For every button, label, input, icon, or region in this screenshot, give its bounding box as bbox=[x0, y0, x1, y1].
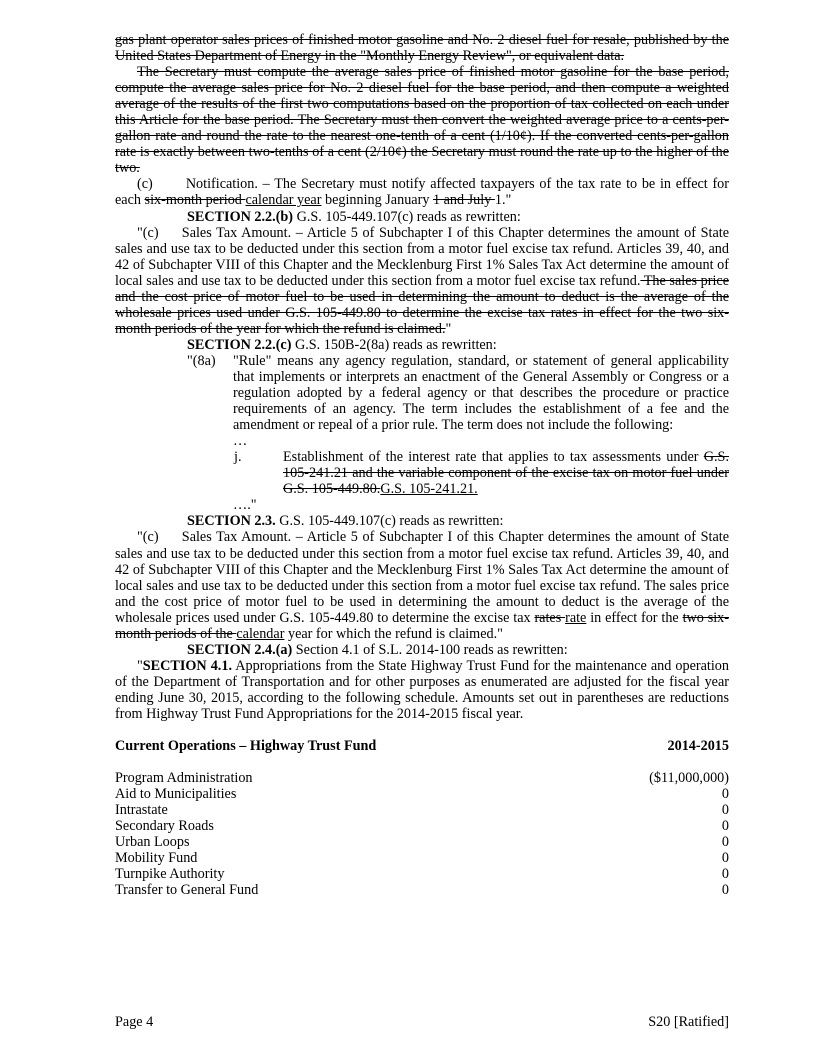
table-row bbox=[115, 882, 729, 898]
section-heading-2-3: SECTION 2.3. G.S. 105-449.107(c) reads as rewritten: bbox=[187, 513, 504, 530]
row-value: 0 bbox=[721, 818, 729, 835]
table-row bbox=[115, 818, 729, 834]
paragraph-notification: (c) Notification. – The Secretary must notify affected taxpayers of the tax rate to be in effect for each six-month period calendar year beginning January 1 and July 1." bbox=[115, 176, 729, 209]
definition-number: "(8a) bbox=[187, 352, 216, 369]
struck-text: gas plant operator sales prices of finished motor gasoline and No. 2 diesel fuel for resale, published by the United States Department of Energy in the "Monthly Energy Review", or equivalent data. bbox=[115, 32, 729, 65]
section-label: SECTION 2.2.(c) bbox=[187, 336, 292, 353]
paragraph-gas-plant-prices bbox=[115, 32, 729, 64]
definition-item-j: j. Establishment of the interest rate that applies to tax assessments under G.S. 105-241.21 and the variable component of the excise tax on motor fuel under G.S. 105-449.80.G.S. 105-241.21. bbox=[234, 449, 729, 498]
struck-text: rates bbox=[534, 609, 566, 626]
row-label: Mobility Fund bbox=[115, 850, 198, 867]
page-number: Page 4 bbox=[115, 1014, 154, 1030]
table-row bbox=[115, 834, 729, 850]
appropriations-table bbox=[115, 770, 729, 898]
inserted-text: calendar bbox=[236, 625, 285, 642]
struck-text: The sales price and the cost price of motor fuel to be used in determining the amount to deduct is the average of the wholesale prices used under G.S. 105-449.80 to determine the excise tax rates in effect for the two six-month periods of the year for which the refund is claimed. bbox=[115, 272, 729, 337]
definition-rule: "(8a) "Rule" means any agency regulation, standard, or statement of general applicability that implements or interprets an enactment of the General Assembly or Congress or a regulation adopted by a federal agency or that describes the procedure or practice requirements of an agency. The term includes the establishment of a fee and the amendment or repeal of a prior rule. The term does not include the following: bbox=[187, 352, 729, 434]
document-page bbox=[115, 32, 729, 898]
row-label: Transfer to General Fund bbox=[115, 882, 259, 899]
row-value: 0 bbox=[721, 866, 729, 883]
table-row bbox=[115, 802, 729, 818]
section-label: SECTION 4.1. bbox=[142, 657, 232, 674]
section-label: SECTION 2.4.(a) bbox=[187, 641, 293, 658]
table-row bbox=[115, 850, 729, 866]
row-value: 0 bbox=[721, 850, 729, 867]
bill-identifier: S20 [Ratified] bbox=[648, 1014, 729, 1030]
row-value: ($11,000,000) bbox=[649, 770, 729, 787]
section-heading-2-2-c: SECTION 2.2.(c) G.S. 150B-2(8a) reads as rewritten: bbox=[187, 336, 497, 353]
table-row bbox=[115, 770, 729, 786]
page-footer bbox=[115, 1014, 729, 1031]
table-heading: Current Operations – Highway Trust Fund bbox=[115, 738, 377, 755]
struck-text: The Secretary must compute the average sales price of finished motor gasoline for the base period, compute the average sales price for No. 2 diesel fuel for the base period, and then compute a weighted average of the results of the first two computations based on the proportion of tax collected on each under this Article for the base period. The Secretary must then convert the weighted average price to a cents-per-gallon rate and round the rate to the nearest one-tenth of a cent (1/10¢). If the converted cents-per-gallon rate is exactly between two-tenths of a cent (2/10¢) the Secretary must round the rate up to the higher of the two. bbox=[115, 64, 729, 177]
row-label: Turnpike Authority bbox=[115, 866, 225, 883]
row-value: 0 bbox=[721, 802, 729, 819]
table-header bbox=[115, 738, 729, 754]
row-value: 0 bbox=[721, 882, 729, 899]
row-label: Aid to Municipalities bbox=[115, 786, 237, 803]
row-label: Urban Loops bbox=[115, 834, 190, 851]
struck-text: six-month period bbox=[144, 192, 246, 209]
section-label: SECTION 2.2.(b) bbox=[187, 208, 294, 225]
row-value: 0 bbox=[721, 834, 729, 851]
table-row bbox=[115, 786, 729, 802]
inserted-text: G.S. 105-241.21. bbox=[380, 481, 478, 498]
closing-ellipsis: …." bbox=[233, 497, 257, 514]
struck-text: 1 and July bbox=[432, 192, 495, 209]
section-heading-2-2-b: SECTION 2.2.(b) G.S. 105-449.107(c) reads as rewritten: bbox=[187, 208, 521, 225]
ellipsis: … bbox=[233, 433, 248, 450]
inserted-text: rate bbox=[565, 609, 587, 626]
paragraph-sales-tax-amount-rewritten: "(c) Sales Tax Amount. – Article 5 of Subchapter I of this Chapter determines the amount of State sales and use tax to be deducted under this section from a motor fuel excise tax refund. Articles 39, 40, and 42 of Subchapter VIII of this Chapter and the Mecklenburg First 1% Sales Tax Act determine the amount of local sales and use tax to be deducted under this section from a motor fuel excise tax refund. The sales price and the cost price of motor fuel to be used in determining the amount to deduct is the average of the wholesale prices used under G.S. 105-449.80 to determine the excise tax rates rate in effect for the two six-month periods of the calendar year for which the refund is claimed." bbox=[115, 529, 729, 642]
row-label: Program Administration bbox=[115, 770, 253, 787]
table-year: 2014-2015 bbox=[667, 738, 729, 755]
row-value: 0 bbox=[721, 786, 729, 803]
paragraph-section-4-1: "SECTION 4.1. Appropriations from the State Highway Trust Fund for the maintenance and operation of the Department of Transportation and for other purposes as enumerated are adjusted for the fiscal year ending June 30, 2015, according to the following schedule. Amounts set out in parentheses are reductions from Highway Trust Fund Appropriations for the 2014-2015 fiscal year. bbox=[115, 657, 729, 722]
struck-text: two six-month periods of the bbox=[115, 609, 729, 642]
paragraph-sales-tax-amount: "(c) Sales Tax Amount. – Article 5 of Subchapter I of this Chapter determines the amount of State sales and use tax to be deducted under this section from a motor fuel excise tax refund. Articles 39, 40, and 42 of Subchapter VIII of this Chapter and the Mecklenburg First 1% Sales Tax Act determine the amount of local sales and use tax to be deducted under this section from a motor fuel excise tax refund. The sales price and the cost price of motor fuel to be used in determining the amount to deduct is the average of the wholesale prices used under G.S. 105-449.80 to determine the excise tax rates in effect for the two six-month periods of the year for which the refund is claimed." bbox=[115, 224, 729, 337]
section-heading-2-4-a: SECTION 2.4.(a) Section 4.1 of S.L. 2014-100 reads as rewritten: bbox=[187, 641, 568, 658]
row-label: Intrastate bbox=[115, 802, 168, 819]
item-letter: j. bbox=[234, 449, 242, 466]
struck-text: G.S. 105-241.21 and the variable component of the excise tax on motor fuel under G.S. 105-449.80. bbox=[283, 449, 729, 498]
row-label: Secondary Roads bbox=[115, 818, 214, 835]
paragraph-secretary-compute bbox=[115, 64, 729, 176]
table-row bbox=[115, 866, 729, 882]
section-label: SECTION 2.3. bbox=[187, 513, 276, 530]
inserted-text: calendar year bbox=[245, 192, 322, 209]
